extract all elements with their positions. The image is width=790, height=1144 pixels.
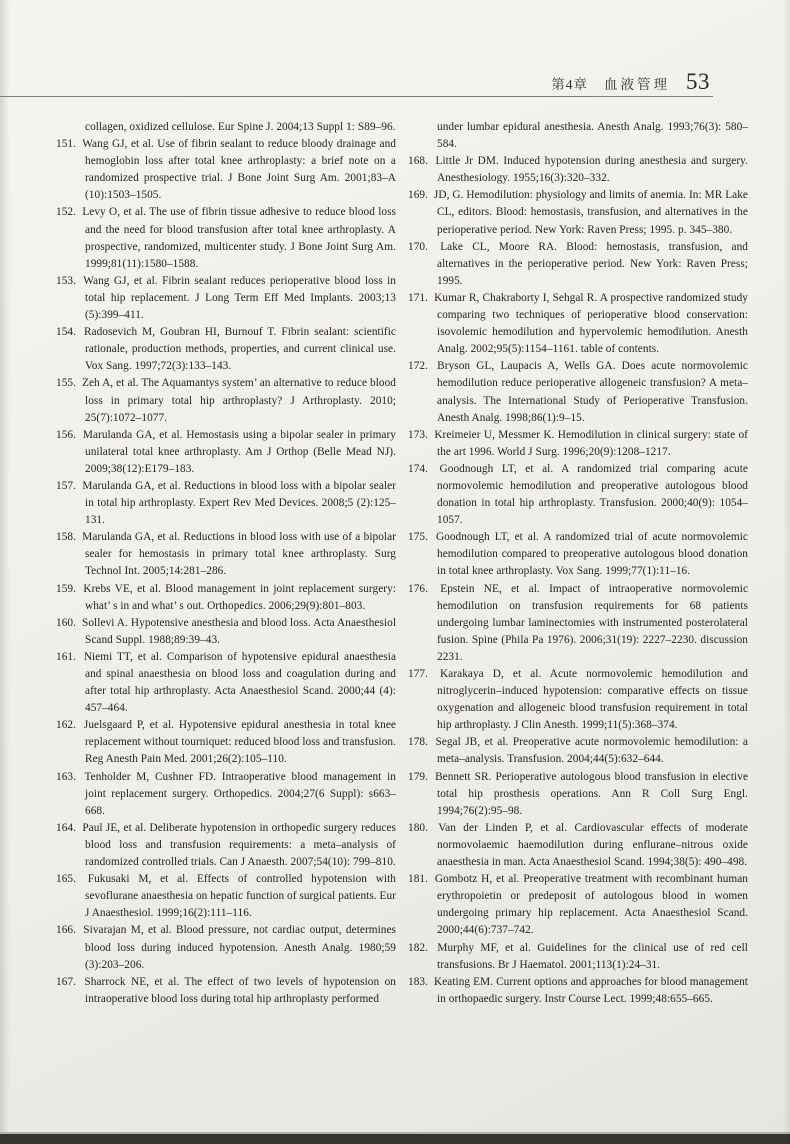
reference-list (56, 119, 748, 1008)
reference-entry: 171. Kumar R, Chakraborty I, Sehgal R. A prospective randomized study comparing two techniques of perioperative blood conservation: isovolemic hemodilution and hypervolemic hemodilution. Anesth Analg. 2002;95(5):1154–1161. table of contents. (408, 291, 749, 356)
reference-entry: 174. Goodnough LT, et al. A randomized trial comparing acute normovolemic hemodilution and preoperative autologous blood donation in total hip arthroplasty. Transfusion. 2000;40(9): 1054–1057. (408, 462, 748, 527)
page-number: 53 (686, 69, 710, 94)
reference-number: 173. (408, 428, 428, 441)
reference-entry: 154. Radosevich M, Goubran HI, Burnouf T. Fibrin sealant: scientific rationale, production methods, properties, and current clinical use. Vox Sang. 1997;72(3):133–143. (56, 326, 396, 373)
reference-entry: 164. Paul JE, et al. Deliberate hypotension in orthopedic surgery reduces blood loss and transfusion requirements: a meta–analysis of randomized controlled trials. Can J Anaesth. 2007;54(10): 799–810. (56, 821, 396, 869)
reference-number: 168. (408, 155, 428, 168)
reference-number: 169. (408, 189, 428, 202)
reference-number: 161. (56, 650, 76, 663)
reference-entry: 173. Kreimeier U, Messmer K. Hemodilution in clinical surgery: state of the art 1996. World J Surg. 1996;20(9):1208–1217. (408, 428, 748, 458)
reference-number: 170. (408, 240, 428, 253)
reference-entry: 167. Sharrock NE, et al. The effect of two levels of hypotension on intraoperative blood loss during total hip arthroplasty performed (56, 975, 396, 1005)
section-title: 血液管理 (604, 77, 670, 92)
reference-number: 159. (56, 582, 76, 595)
reference-number: 180. (408, 821, 428, 834)
reference-number: 154. (56, 326, 76, 339)
reference-number: 171. (408, 291, 428, 304)
header-rule (0, 96, 713, 97)
chapter-label: 第4章 (551, 77, 588, 92)
reference-number: 162. (56, 719, 76, 732)
reference-number: 156. (56, 428, 76, 441)
reference-entry: 181. Gombotz H, et al. Preoperative treatment with recombinant human erythropoietin or predeposit of autologous blood in women undergoing primary hip replacement. Acta Anaesthesiol Scand. 2000;44(6):737–742. (408, 873, 749, 937)
reference-number: 183. (408, 975, 428, 988)
reference-number: 179. (408, 770, 428, 783)
reference-number: 172. (408, 360, 428, 373)
reference-number: 165. (56, 873, 76, 886)
reference-entry: 165. Fukusaki M, et al. Effects of controlled hypotension with sevoflurane anaesthesia on hepatic function of surgical patients. Eur J Anaesthesiol. 1999;16(2):111–116. (56, 873, 397, 920)
reference-entry: 156. Marulanda GA, et al. Hemostasis using a bipolar sealer in primary unilateral total knee arthroplasty. Am J Orthop (Belle Mead NJ). 2009;38(12):E179–183. (56, 428, 396, 475)
reference-entry: 166. Sivarajan M, et al. Blood pressure, not cardiac output, determines blood loss during induced hypotension. Anesth Analg. 1980;59 (3):203–206. (56, 924, 396, 971)
reference-entry: 177. Karakaya D, et al. Acute normovolemic hemodilution and nitroglycerin–induced hypotension: comparative effects on tissue oxygenation and allogeneic blood transfusion requirement in total hip arthroplasty. J Clin Anesth. 1999;11(5):368–374. (408, 668, 748, 732)
reference-entry: 160. Sollevi A. Hypotensive anesthesia and blood loss. Acta Anaesthesiol Scand Suppl. 1988;89:39–43. (56, 616, 397, 646)
reference-number: 167. (56, 975, 76, 988)
reference-number: 160. (56, 616, 76, 629)
reference-entry: 178. Segal JB, et al. Preoperative acute normovolemic hemodilution: a meta–analysis. Transfusion. 2004;44(5):632–644. (408, 736, 748, 766)
reference-entry: collagen, oxidized cellulose. Eur Spine J. 2004;13 Suppl 1: S89–96. (85, 121, 396, 133)
reference-entry: 158. Marulanda GA, et al. Reductions in blood loss with use of a bipolar sealer for hemostasis in primary total knee arthroplasty. Surg Technol Int. 2005;14:281–286. (56, 531, 396, 578)
reference-number: 153. (56, 274, 76, 287)
reference-entry: 175. Goodnough LT, et al. A randomized trial of acute normovolemic hemodilution compared to preoperative autologous blood donation in total knee arthroplasty. Vox Sang. 1999;77(1):11–16. (408, 531, 748, 578)
reference-entry: 157. Marulanda GA, et al. Reductions in blood loss with a bipolar sealer in total hip arthroplasty. Expert Rev Med Devices. 2008;5 (2):125–131. (56, 479, 396, 527)
reference-entry: 180. Van der Linden P, et al. Cardiovascular effects of moderate normovolaemic haemodilution during enflurane–nitrous oxide anaesthesia in man. Acta Anaesthesiol Scand. 1994;38(5): 490–498. (408, 821, 749, 869)
reference-entry: 159. Krebs VE, et al. Blood management in joint replacement surgery: what’ s in and what’ s out. Orthopedics. 2006;29(9):801–803. (56, 582, 396, 612)
reference-number: 151. (56, 138, 76, 151)
reference-number: 166. (56, 924, 76, 937)
reference-number: 157. (56, 479, 76, 492)
page-header (551, 69, 710, 95)
reference-column-left (56, 119, 396, 1008)
reference-number: 176. (408, 582, 428, 595)
reference-entry: 182. Murphy MF, et al. Guidelines for the clinical use of red cell transfusions. Br J Haematol. 2001;113(1):24–31. (408, 941, 748, 971)
reference-entry: 170. Lake CL, Moore RA. Blood: hemostasis, transfusion, and alternatives in the perioperative period. New York: Raven Press; 1995. (408, 240, 748, 287)
reference-number: 174. (408, 462, 428, 475)
reference-number: 181. (408, 873, 428, 886)
reference-entry: 183. Keating EM. Current options and approaches for blood management in orthopaedic surgery. Instr Course Lect. 1999;48:655–665. (408, 975, 748, 1005)
page-bottom-edge (0, 1132, 790, 1144)
reference-entry: 168. Little Jr DM. Induced hypotension during anesthesia and surgery. Anesthesiology. 1955;16(3):320–332. (408, 155, 749, 185)
reference-number: 152. (56, 206, 76, 219)
reference-number: 182. (408, 941, 428, 954)
reference-entry: 162. Juelsgaard P, et al. Hypotensive epidural anesthesia in total knee replacement without tourniquet: reduced blood loss and transfusion. Reg Anesth Pain Med. 2001;26(2):105–110. (56, 719, 396, 766)
reference-number: 177. (408, 668, 428, 680)
reference-number: 155. (56, 377, 76, 390)
reference-number: 178. (408, 736, 428, 749)
reference-entry: 179. Bennett SR. Perioperative autologous blood transfusion in elective total hip prosthesis operations. Ann R Coll Surg Engl. 1994;76(2):95–98. (408, 770, 749, 817)
reference-entry: 169. JD, G. Hemodilution: physiology and limits of anemia. In: MR Lake CL, editors. Blood: hemostasis, transfusion, and alternatives in the perioperative period. New York: Raven Press; 1995. p. 345–380. (408, 189, 748, 236)
reference-number: 175. (408, 531, 428, 544)
reference-number: 158. (56, 531, 76, 544)
reference-entry: 153. Wang GJ, et al. Fibrin sealant reduces perioperative blood loss in total hip replacement. J Long Term Eff Med Implants. 2003;13 (5):399–411. (56, 274, 397, 322)
reference-entry: 176. Epstein NE, et al. Impact of intraoperative normovolemic hemodilution on transfusion requirements for 68 patients undergoing lumbar laminectomies with instrumented posterolateral fusion. Spine (Phila Pa 1976). 2006;31(19): 2227–2230. discussion 2231. (408, 582, 749, 663)
reference-number: 163. (56, 770, 76, 783)
reference-entry: 172. Bryson GL, Laupacis A, Wells GA. Does acute normovolemic hemodilution reduce perioperative allogeneic transfusion? A meta–analysis. The International Study of Perioperative Transfusion. Anesth Analg. 1998;86(1):9–15. (408, 360, 748, 424)
reference-column-right (408, 119, 748, 1008)
reference-entry: 161. Niemi TT, et al. Comparison of hypotensive epidural anaesthesia and spinal anaesthesia on blood loss and coagulation during and after total hip arthroplasty. Acta Anaesthesiol Scand. 2000;44 (4): 457–464. (56, 650, 397, 715)
reference-entry: 155. Zeh A, et al. The Aquamantys system’ an alternative to reduce blood loss in primary total hip arthroplasty? J Arthroplasty. 2010; 25(7):1072–1077. (56, 377, 397, 424)
reference-entry: 151. Wang GJ, et al. Use of fibrin sealant to reduce bloody drainage and hemoglobin loss after total knee arthroplasty: a brief note on a randomized prospective trial. J Bone Joint Surg Am. 2001;83–A (10):1503–1505. (56, 138, 397, 202)
reference-entry: 152. Levy O, et al. The use of fibrin tissue adhesive to reduce blood loss and the need for blood transfusion after total knee arthroplasty. A prospective, randomized, multicenter study. J Bone Joint Surg Am. 1999;81(11):1580–1588. (56, 206, 396, 270)
reference-entry: 163. Tenholder M, Cushner FD. Intraoperative blood management in joint replacement surgery. Orthopedics. 2004;27(6 Suppl): s663–668. (56, 770, 396, 817)
reference-entry: under lumbar epidural anesthesia. Anesth Analg. 1993;76(3): 580–584. (437, 121, 748, 151)
reference-number: 164. (56, 821, 76, 834)
